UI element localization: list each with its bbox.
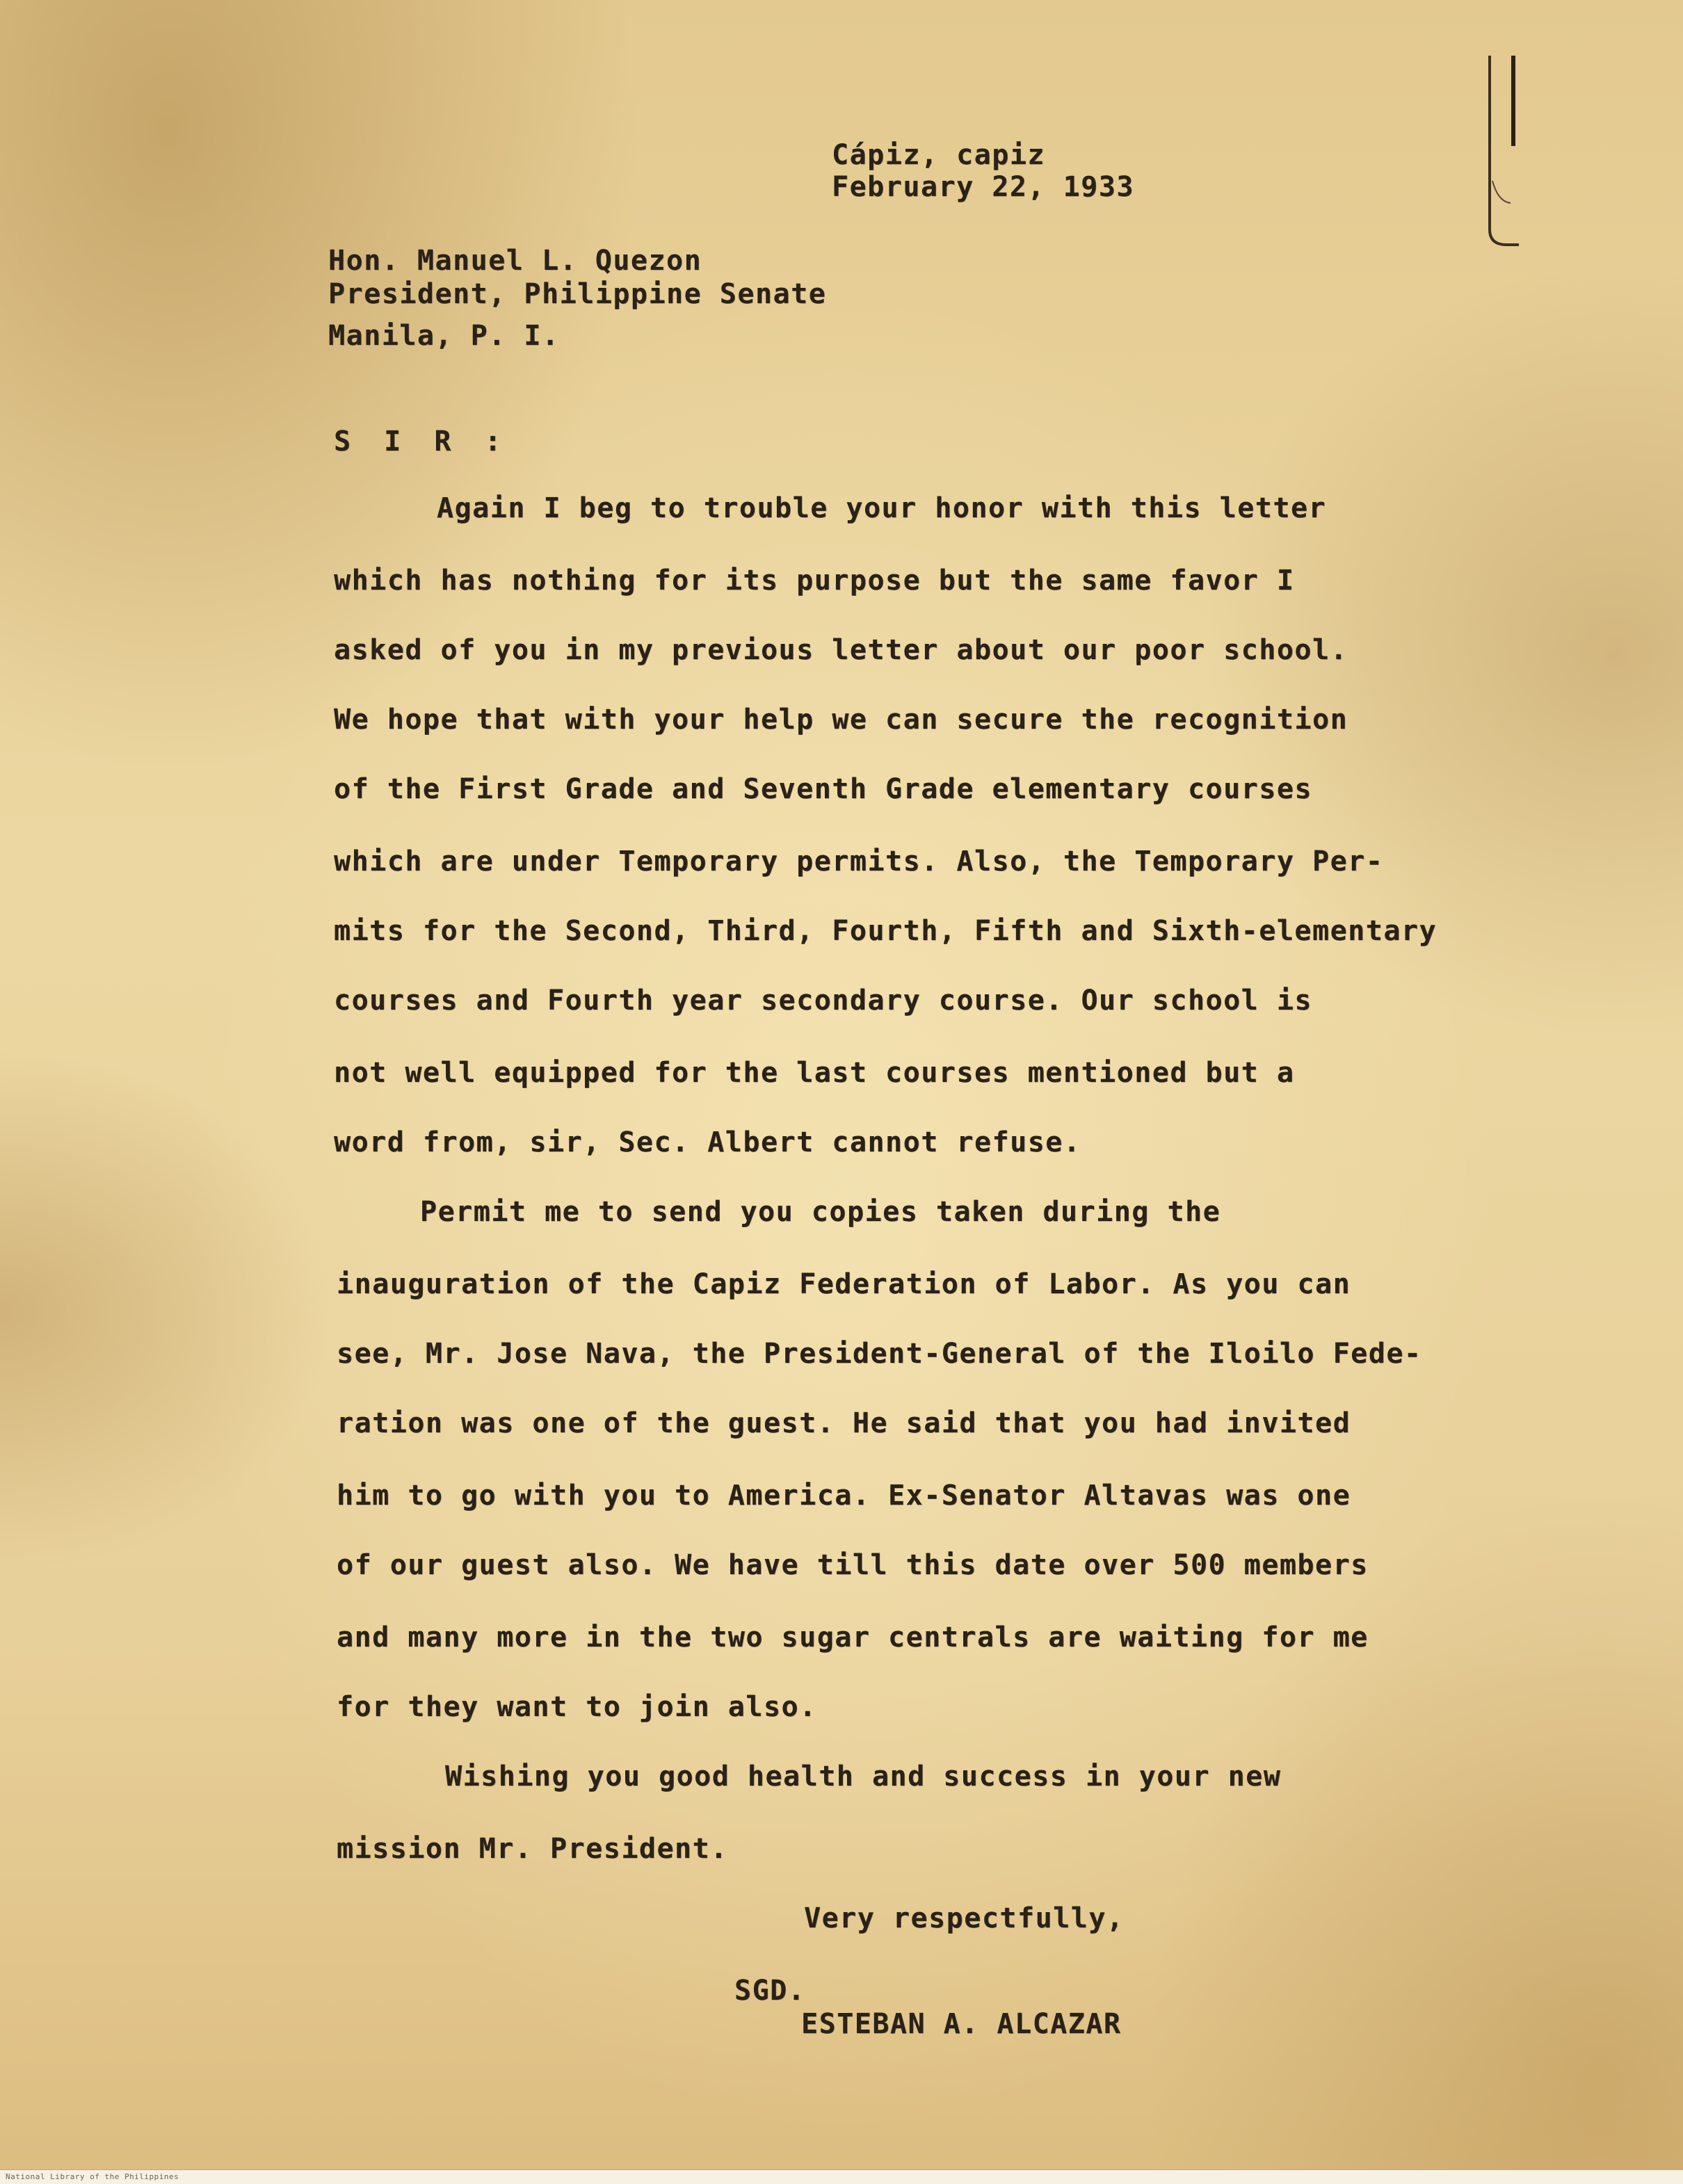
body-line: Wishing you good health and success in your new	[445, 1761, 1282, 1793]
body-line: him to go with you to America. Ex-Senator Altavas was one	[337, 1480, 1351, 1512]
body-line: We hope that with your help we can secure the recognition	[334, 704, 1348, 736]
body-line: Permit me to send you copies taken during the	[420, 1196, 1221, 1228]
body-line: ration was one of the guest. He said that you had invited	[337, 1407, 1351, 1439]
body-line: Again I beg to trouble your honor with this letter	[437, 492, 1327, 524]
body-line: not well equipped for the last courses mentioned but a	[334, 1057, 1295, 1089]
body-line: which are under Temporary permits. Also, the Temporary Per-	[334, 846, 1384, 877]
body-line: asked of you in my previous letter about our poor school.	[334, 634, 1348, 666]
recipient-line: Manila, P. I.	[328, 320, 560, 352]
archive-footer-strip	[0, 2169, 1683, 2184]
archive-caption: National Library of the Philippines	[6, 2172, 179, 2181]
salutation: S I R :	[334, 426, 510, 458]
signatory-name: ESTEBAN A. ALCAZAR	[801, 2008, 1122, 2040]
body-line: see, Mr. Jose Nava, the President-General of the Iloilo Fede-	[337, 1338, 1422, 1370]
body-line: word from, sir, Sec. Albert cannot refuse.	[334, 1126, 1081, 1158]
recipient-line: President, Philippine Senate	[328, 278, 827, 310]
staple-mark-icon	[1483, 42, 1523, 250]
date-line: February 22, 1933	[832, 171, 1134, 203]
closing: Very respectfully,	[804, 1902, 1125, 1934]
body-line: and many more in the two sugar centrals are waiting for me	[337, 1621, 1369, 1653]
body-line: mits for the Second, Third, Fourth, Fifth and Sixth-elementary	[334, 915, 1438, 947]
place-line: Cápiz, capiz	[832, 139, 1045, 171]
body-line: of the First Grade and Seventh Grade elementary courses	[334, 773, 1313, 805]
signed-mark: SGD.	[734, 1975, 806, 2007]
body-line: courses and Fourth year secondary course. Our school is	[334, 985, 1313, 1017]
recipient-line: Hon. Manuel L. Quezon	[328, 245, 702, 277]
body-line: for they want to join also.	[337, 1691, 817, 1723]
body-line: mission Mr. President.	[337, 1833, 728, 1865]
body-line: inauguration of the Capiz Federation of Labor. As you can	[337, 1268, 1351, 1300]
body-line: of our guest also. We have till this date over 500 members	[337, 1549, 1369, 1581]
body-line: which has nothing for its purpose but the same favor I	[334, 565, 1295, 597]
